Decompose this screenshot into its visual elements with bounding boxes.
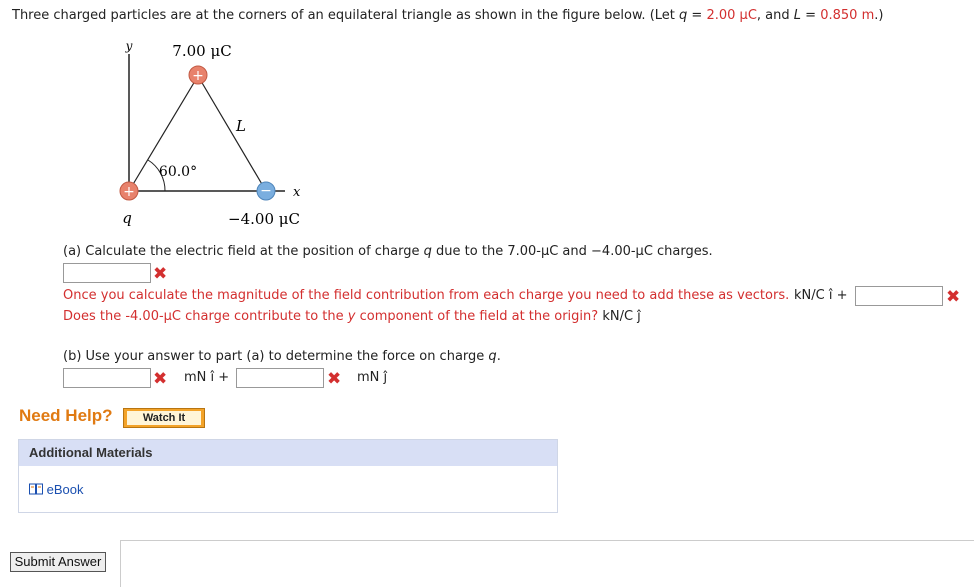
part-b-unit-j: mN ĵ	[357, 370, 388, 385]
equals-sign: =	[691, 8, 703, 23]
part-a-text: (a) Calculate the electric field at the position of charge	[63, 244, 420, 259]
ebook-label: eBook	[46, 482, 84, 497]
part-b-q: q	[488, 349, 497, 364]
x-axis-label: x	[293, 185, 301, 200]
part-a-unit-j: kN/C ĵ	[602, 309, 641, 324]
side-length-label: L	[236, 117, 246, 135]
part-b-text: (b) Use your answer to part (a) to determine the force on charge	[63, 349, 485, 364]
triangle-figure	[100, 38, 340, 230]
part-b-period: .	[496, 349, 501, 364]
watch-it-button[interactable]	[123, 408, 205, 428]
ebook-link[interactable]	[29, 482, 84, 497]
plus-sign-left: +	[123, 184, 135, 200]
problem-suffix: .)	[874, 8, 884, 23]
part-b-unit-i: mN î +	[184, 370, 230, 385]
minus-sign-right: −	[260, 183, 272, 199]
need-help-label: Need Help?	[19, 406, 113, 425]
part-b-y-input[interactable]	[236, 368, 324, 388]
additional-materials-title: Additional Materials	[19, 440, 557, 466]
y-axis-label: y	[125, 39, 133, 53]
part-b-x-input[interactable]	[63, 368, 151, 388]
divider-horizontal	[120, 540, 974, 541]
wrong-mark-icon: ✖	[153, 369, 168, 389]
wrong-mark-icon: ✖	[946, 287, 961, 307]
hint2-text-end: component of the field at the origin?	[359, 309, 599, 324]
book-icon	[29, 483, 43, 495]
right-charge-label: −4.00 μC	[228, 210, 300, 228]
part-a-x-input[interactable]	[63, 263, 151, 283]
divider-vertical	[120, 540, 121, 587]
left-charge-label: q	[122, 209, 132, 227]
hint2-y: y	[347, 309, 356, 324]
L-symbol: L	[793, 8, 802, 23]
problem-text: Three charged particles are at the corners of an equilateral triangle as shown in the figure below. (Let	[12, 8, 675, 23]
watch-it-label: Watch It	[127, 411, 201, 425]
top-charge-label: 7.00 μC	[172, 42, 232, 60]
part-b-question	[63, 349, 501, 364]
triangle-side-right	[198, 76, 266, 191]
hint-vector-add: Once you calculate the magnitude of the field contribution from each charge you need to add these as vectors.	[63, 288, 790, 303]
part-a-y-input[interactable]	[855, 286, 943, 306]
q-value: 2.00 μC	[706, 8, 757, 23]
submit-answer-button[interactable]: Submit Answer	[10, 552, 106, 572]
wrong-mark-icon: ✖	[327, 369, 342, 389]
additional-materials-panel	[18, 439, 558, 513]
and-text: , and	[756, 8, 790, 23]
part-a-unit-i: kN/C î +	[794, 288, 848, 303]
problem-statement	[12, 8, 883, 23]
angle-label: 60.0°	[158, 164, 198, 180]
part-a-question	[63, 244, 713, 259]
L-value: 0.850 m	[820, 8, 875, 23]
wrong-mark-icon: ✖	[153, 264, 168, 284]
plus-sign-top: +	[192, 68, 204, 84]
equals-sign-2: =	[805, 8, 817, 23]
hint2-text: Does the -4.00-μC charge contribute to the	[63, 309, 344, 324]
hint-y-component	[63, 309, 641, 324]
part-a-text-end: due to the 7.00-μC and −4.00-μC charges.	[436, 244, 713, 259]
q-symbol: q	[679, 8, 688, 23]
part-a-q: q	[423, 244, 432, 259]
